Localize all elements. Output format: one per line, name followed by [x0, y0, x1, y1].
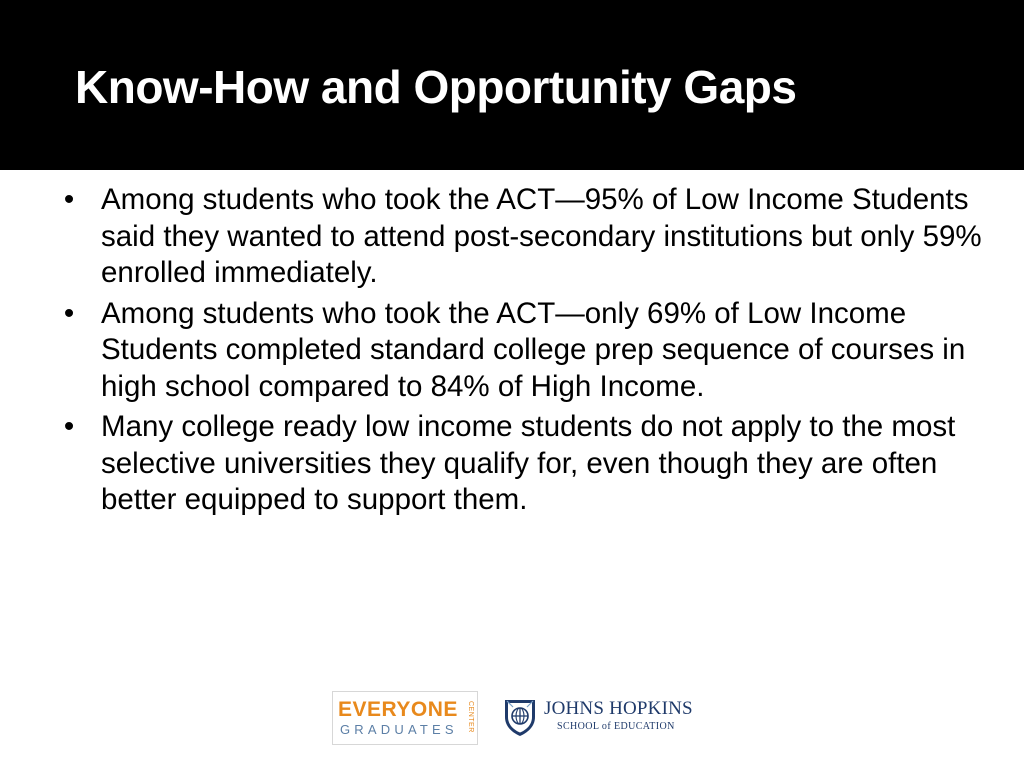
everyone-graduates-center-text: CENTER [467, 701, 474, 733]
everyone-graduates-logo [332, 691, 478, 745]
johns-hopkins-school: SCHOOL of EDUCATION [557, 721, 675, 732]
university-seal-icon [503, 697, 537, 737]
bullet-item [55, 182, 985, 292]
bullet-marker: • [63, 410, 75, 443]
everyone-graduates-sub-text: GRADUATES [340, 722, 458, 737]
johns-hopkins-logo [503, 695, 703, 739]
bullet-text: Among students who took the ACT—only 69% of Low Income Students completed standard college prep sequence of courses in high school compared to 84% of High Income. [101, 296, 966, 403]
bullet-text: Many college ready low income students do not apply to the most selective universities they qualify for, even though they are often better equipped to support them. [101, 410, 956, 516]
title-bar [0, 0, 1024, 170]
bullet-text: Among students who took the ACT—95% of Low Income Students said they wanted to attend post-secondary institutions but only 59% enrolled immediately. [101, 183, 982, 289]
everyone-graduates-main-text: EVERYONE [338, 698, 458, 721]
bullet-list [55, 182, 985, 523]
slide-content [0, 170, 1024, 768]
bullet-marker: • [63, 183, 75, 216]
logo-row [332, 691, 702, 747]
bullet-item [55, 409, 985, 519]
slide-title: Know-How and Opportunity Gaps [75, 61, 797, 113]
bullet-marker: • [63, 296, 75, 330]
johns-hopkins-name: JOHNS HOPKINS [544, 698, 693, 719]
bullet-item [55, 296, 985, 406]
